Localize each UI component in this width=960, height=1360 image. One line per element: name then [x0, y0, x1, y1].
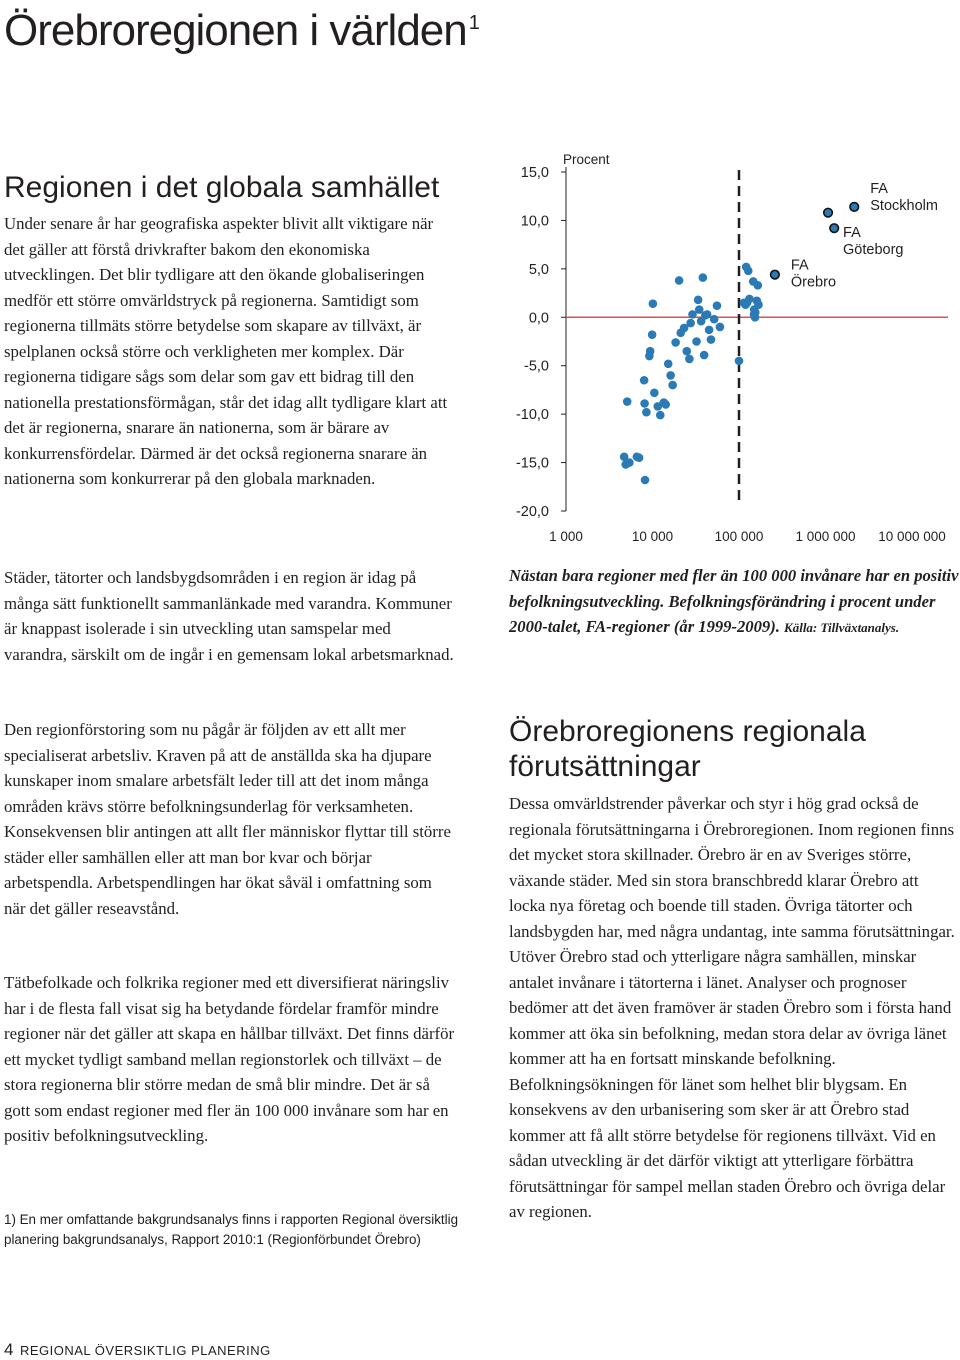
data-point — [666, 371, 675, 380]
data-point — [754, 281, 763, 290]
data-point — [625, 458, 634, 467]
data-point — [700, 351, 709, 360]
page-title-text: Örebroregionen i världen — [4, 6, 467, 55]
chart-annotations — [791, 181, 938, 291]
page-footer — [4, 1340, 271, 1360]
figure-caption-text: Nästan bara regioner med fler än 100 000 invånare har en positiv befolkningsutveckling. Befolkningsförändring i procent under 2000-talet, FA-regioner (år 1999-2009). — [509, 566, 959, 636]
point-annotation-line: FA — [870, 180, 888, 197]
point-annotation-line: Örebro — [790, 274, 837, 291]
highlighted-data-point — [771, 270, 780, 279]
point-annotation-line: Göteborg — [843, 242, 904, 259]
data-point — [641, 476, 650, 485]
left-paragraph-1: Under senare år har geografiska aspekter blivit allt viktigare när det gäller att förstå drivkrafter bakom den ekonomiska utvecklingen. Det blir tydligare att den ökande globaliseringen medför ett större omvärldstryck på regionerna. Samtidigt som regionerna tillmäts större betydelse som skapare av tillväxt, är spelplanen också större och verkligheten mer komplex. Där regionerna tidigare sågs som delar som gav ett bidrag till den nationella prestationsförmågan, står det idag allt tydligare klart att det är regionerna, snarare än nationerna, som är bärare av konkurrensfördelar. Därmed är det också regionerna snarare än nationerna som konkurrerar på den globala marknaden. — [4, 214, 448, 488]
left-paragraph-3: Den regionförstoring som nu pågår är följden av ett allt mer specialiserat arbetsliv. Kraven på att de anställda ska ha djupare kunskaper inom smalare arbetsfält leder till att det inom många områden krävs större befolkningsunderlag för verksamheten. Konsekvensen blir antingen att allt fler människor flyttar till större städer eller samhällen eller att man bor kvar och börjar arbetspendla. Arbetspendlingen har ökat såväl i omfattning som när det gäller reseavstånd. — [4, 720, 451, 918]
data-point — [713, 301, 722, 310]
y-tick-label: 10,0 — [520, 213, 549, 230]
data-point — [648, 330, 657, 339]
data-point — [686, 319, 695, 328]
page-number: 4 — [4, 1340, 14, 1359]
highlighted-data-point — [850, 203, 859, 212]
data-point — [685, 355, 694, 364]
data-point — [664, 359, 673, 368]
right-section-heading: Örebroregionens regionala förutsättningar — [509, 715, 866, 783]
highlighted-data-point — [824, 208, 833, 217]
right-paragraph: Dessa omvärldstrender påverkar och styr i hög grad också de regionala förutsättningarna i Örebroregionen. Inom regionen finns det mycket stora skillnader. Örebro är en av Sveriges större, växande städer. Med sin stora branschbredd klarar Örebro att locka nya företag och boende till staden. Övriga tätorter och landsbygden har, med några undantag, inte samma förutsättningar. Utöver Örebro stad och ytterligare några samhällen, minskar antalet invånare i tätorterna i länet. Analyser och prognoser bedömer att det även framöver är staden Örebro som i första hand kommer att öka sin befolkning, medan stora delar av övriga länet kommer att ha en fortsatt minskande befolkning. Befolkningsökningen för länet som helhet blir blygsam. En konsekvens av den urbanisering som sker är att Örebro stad kommer att få allt större betydelse för regionens tillväxt. Vid en sådan utveckling är det därför viktigt att ytterligare förbättra förutsättningar för sampel mellan staden Örebro och övriga delar av regionen. — [509, 794, 955, 1221]
data-point — [754, 300, 763, 309]
x-tick-label: 10 000 000 — [878, 529, 946, 544]
data-point — [640, 376, 649, 385]
title-footnote-mark: 1 — [468, 12, 479, 34]
y-tick-label: 15,0 — [520, 165, 549, 181]
x-tick-label: 100 000 — [714, 529, 764, 544]
footnote: 1) En mer omfattande bakgrundsanalys finns i rapporten Regional översiktlig planering bakgrundsanalys, Rapport 2010:1 (Regionförbundet Örebro) — [4, 1212, 459, 1247]
data-point — [751, 308, 760, 317]
data-point — [668, 381, 677, 390]
data-point — [640, 399, 649, 408]
point-annotation-line: FA — [843, 225, 861, 242]
data-point — [703, 310, 712, 319]
data-point — [694, 296, 703, 305]
page-title — [4, 6, 479, 56]
data-point — [656, 411, 665, 420]
y-axis-label: Procent — [563, 152, 610, 167]
point-annotation — [843, 225, 903, 258]
y-tick-label: 5,0 — [528, 261, 549, 278]
y-tick-label: -5,0 — [524, 358, 549, 375]
data-point — [675, 276, 684, 285]
x-tick-label: 1 000 — [549, 529, 583, 544]
data-point — [646, 347, 655, 356]
data-point — [745, 295, 754, 304]
left-paragraph-4: Tätbefolkade och folkrika regioner med ett diversifierat näringsliv har i de flesta fall visat sig ha betydande fördelar framför mindre regioner när det gäller att skapa en hållbar tillväxt. Det finns därför ett mycket tydligt samband mellan regionstorlek och tillväxt – de stora regionerna blir större medan de små blir mindre. Det är så gott som endast regioner med fler än 100 000 invånare som har en positiv befolkningsutveckling. — [4, 973, 455, 1145]
data-point — [623, 397, 632, 406]
left-section-heading: Regionen i det globala samhället — [4, 171, 440, 204]
x-tick-label: 1 000 000 — [795, 529, 856, 544]
data-point — [716, 323, 725, 332]
data-point — [635, 453, 644, 462]
footer-label: REGIONAL ÖVERSIKTLIG PLANERING — [19, 1343, 271, 1358]
data-point — [661, 400, 670, 409]
highlighted-data-point — [830, 224, 839, 233]
left-paragraph-2: Städer, tätorter och landsbygdsområden i en region är idag på många sätt funktionellt sammanlänkade med varandra. Kommuner är knappast isolerade i sin utveckling utan samspelar med varandra, särskilt om de ingår i en gemensam lokal arbetsmarknad. — [4, 568, 454, 664]
x-tick-label: 10 000 — [631, 529, 674, 544]
y-tick-label: -10,0 — [515, 407, 549, 424]
point-annotation — [870, 181, 938, 214]
figure-source: Källa: Tillväxtanalys. — [784, 620, 900, 635]
data-point — [692, 337, 701, 346]
figure-caption — [509, 563, 960, 641]
scatter-chart — [500, 145, 960, 549]
y-tick-label: -20,0 — [515, 504, 549, 520]
data-point — [671, 338, 680, 347]
y-tick-label: -15,0 — [515, 455, 549, 472]
data-point — [735, 357, 744, 366]
data-point — [710, 315, 719, 324]
data-point — [705, 326, 714, 335]
data-point — [699, 273, 708, 282]
data-point — [650, 389, 659, 398]
data-point — [649, 299, 658, 308]
data-point — [707, 335, 716, 344]
point-annotation — [791, 258, 836, 291]
point-annotation-line: Stockholm — [870, 197, 938, 214]
data-point — [682, 347, 691, 356]
point-annotation-line: FA — [790, 257, 809, 274]
data-point — [744, 266, 753, 275]
y-tick-label: 0,0 — [528, 310, 549, 327]
data-point — [642, 408, 651, 417]
